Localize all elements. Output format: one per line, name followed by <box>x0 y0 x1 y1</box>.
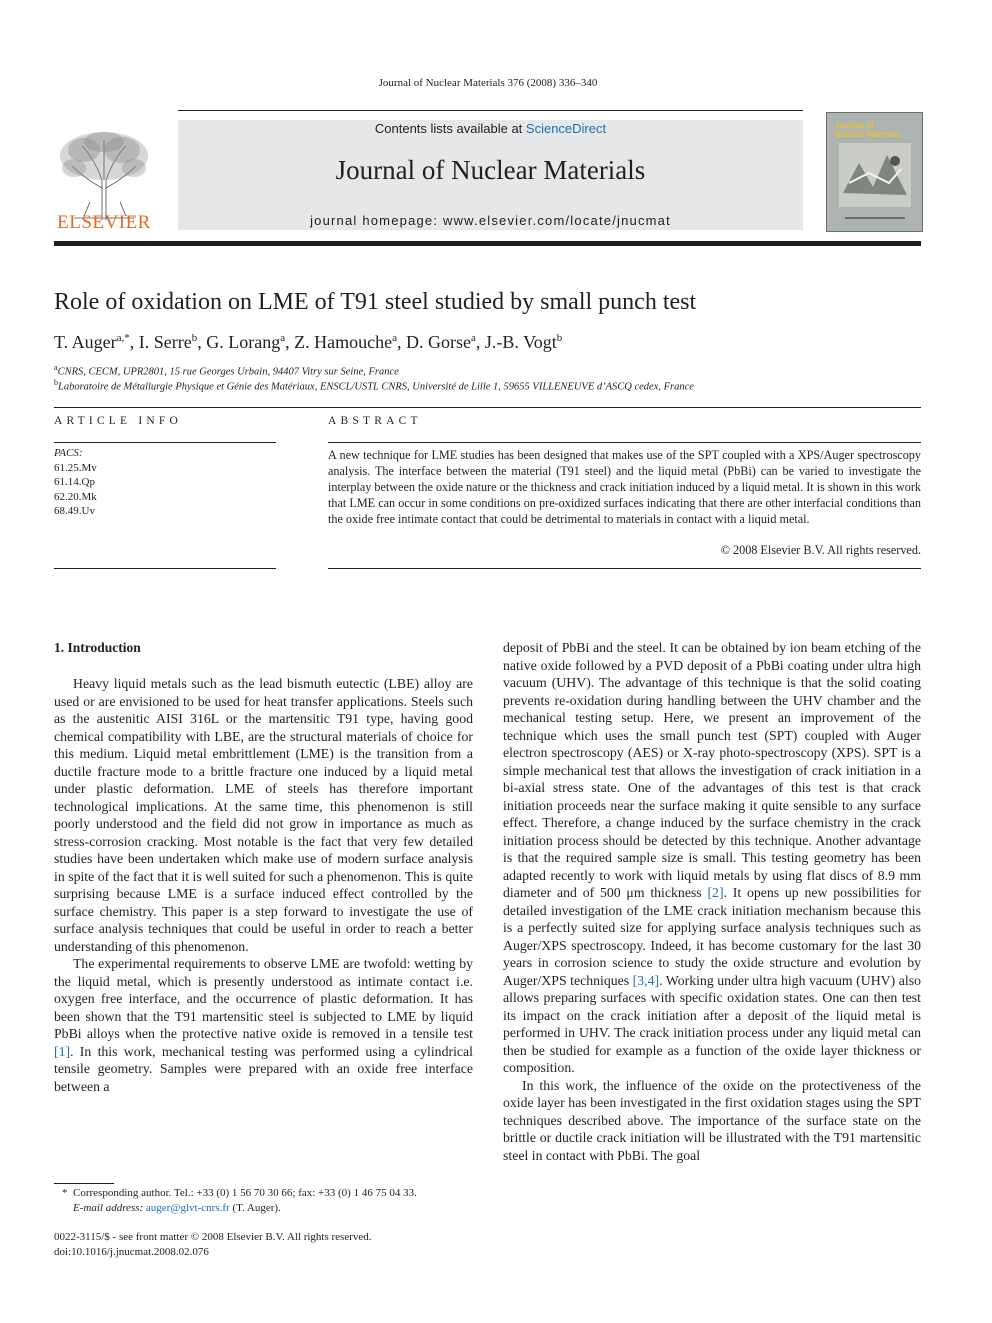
abstract-body: A new technique for LME studies has been designed that makes use of the SPT coupled with a XPS/Auger spectroscopy analysis. The interface between the material (T91 steel) and the liquid metal (PbBi) can be varied to investigate the interplay between the oxide nature or the thickness and crack initiation induced by a liquid metal. It is shown in this work that LME can occur in some conditions on pre-oxidized surfaces indicating that there are other interfacial conditions than the oxide free intimate contact that could be detrimental to materials in contact with a liquid metal. <box>328 448 921 527</box>
header-rule <box>178 110 803 111</box>
issn-line: 0022-3115/$ - see front matter © 2008 Elsevier B.V. All rights reserved. <box>54 1231 372 1243</box>
journal-cover-image <box>826 112 923 232</box>
author-affiliation-mark: a,* <box>116 332 130 344</box>
author-affiliation-mark: b <box>556 332 563 344</box>
author[interactable]: I. Serre <box>138 332 192 352</box>
bottom-metadata <box>54 1230 372 1260</box>
journal-title: Journal of Nuclear Materials <box>335 155 646 185</box>
footnote-marker: * <box>62 1187 68 1199</box>
citation-link[interactable]: [1] <box>54 1043 71 1059</box>
doi-line[interactable]: doi:10.1016/j.jnucmat.2008.02.076 <box>54 1246 209 1258</box>
cover-title: Journal of Nuclear Materials <box>835 121 902 139</box>
author-list: T. Auger$^{a,*}$, I. Serre$^b$, G. Lorang$^a$, Z. Hamouche$^a$, D. Gorse$^a$, J.-B. Vogt$^b$ <box>54 332 563 352</box>
pacs-code: 68.49.Uv <box>54 505 95 518</box>
author-affiliation-mark: a <box>471 332 476 344</box>
pacs-code: 61.14.Qp <box>54 476 95 489</box>
article-info-bottom-rule <box>54 568 276 569</box>
affiliation-b: $^b$Laboratoire de Métallurgie Physique et Génie des Matériaux, ENSCL/USTL CNRS, Université de Lille 1, 59655 VILLENEUVE d’ASCQ cedex, France <box>54 378 694 393</box>
contents-prefix: Contents lists available at <box>374 121 526 136</box>
journal-homepage[interactable]: journal homepage: www.elsevier.com/locate/jnucmat <box>310 213 671 228</box>
author-affiliation-mark: b <box>191 332 198 344</box>
author[interactable]: G. Lorang <box>206 332 281 352</box>
affiliation-a: $^a$CNRS, CECM, UPR2801, 15 rue Georges Urbain, 94407 Vitry sur Seine, France <box>54 363 399 378</box>
author[interactable]: D. Gorse <box>406 332 472 352</box>
footnote-rule <box>54 1183 114 1184</box>
author[interactable]: Z. Hamouche <box>294 332 393 352</box>
body-column-left <box>54 675 473 1095</box>
header-thick-rule <box>54 241 921 246</box>
email-link[interactable]: auger@glvt-cnrs.fr <box>145 1202 230 1214</box>
body-column-right <box>503 639 921 1164</box>
paragraph: The experimental requirements to observe LME are twofold: wetting by the liquid metal, which is presently understood as intimate contact i.e. oxygen free interface, and the occurrence of plastic deformation. It has been shown that the T91 martensitic steel is subjected to LME by liquid PbBi alloys when the protective native oxide is removed in a tensile test [1]. In this work, mechanical testing was performed using a cylindrical tensile geometry. Samples were prepared with an oxide free interface between a <box>54 956 473 1094</box>
journal-reference: Journal of Nuclear Materials 376 (2008) 336–340 <box>378 77 598 89</box>
abstract-heading: ABSTRACT <box>328 415 422 427</box>
elsevier-wordmark: ELSEVIER <box>57 212 151 233</box>
author-affiliation-mark: a <box>280 332 286 344</box>
sciencedirect-link[interactable]: ScienceDirect <box>525 121 607 136</box>
pacs-list <box>54 446 97 519</box>
pacs-code: 62.20.Mk <box>54 490 97 503</box>
article-info-rule <box>54 442 276 443</box>
cover-illustration <box>839 143 911 207</box>
paragraph: deposit of PbBi and the steel. It can be obtained by ion beam etching of the native oxide followed by a PVD deposit of a PbBi coating under ultra high vacuum (UHV). The advantage of this technique is that the solid coating prevents re-oxidation during handling between the UHV chamber and the mechanical testing setup. Here, we present an improvement of the technique which uses the small punch test (SPT) coupled with Auger electron spectroscopy (AES) or X-ray photo-spectroscopy (XPS). SPT is a simple mechanical test that allows the investigation of crack initiation in a bi-axial stress state. One of the advantages of this test is that crack initiation proceeds near the surface making it quite sensible to any surface effect. Therefore, a change induced by the surface chemistry in the crack initiation process should be detected by this technique. Another advantage is that the required sample size is small. This testing geometry has been adapted recently to work with liquid metals by using flat discs of 8.9 mm diameter and of 500 μm thickness [2]. It opens up new possibilities for detailed investigation of the LME crack initiation mechanism because this is a perfectly suited size for applying surface analysis techniques such as Auger/XPS spectroscopy. Indeed, it has become customary for the last 30 years in corrosion science to study the oxide structure and evolution by Auger/XPS techniques [3,4]. Working under ultra high vacuum (UHV) also allows preparing surfaces with specific oxidation states. One can then test its impact on the crack initiation after a deposit of the liquid metal is performed in UHV. The crack initiation process under any liquid metal can then be studied for example as a function of the oxide layer thickness or composition. <box>503 640 922 1075</box>
section-heading-introduction: 1. Introduction <box>54 640 141 655</box>
cover-footer-line <box>845 217 905 219</box>
pacs-code: 61.25.Mv <box>54 461 97 474</box>
citation-link[interactable]: [2] <box>707 885 724 900</box>
article-title: Role of oxidation on LME of T91 steel studied by small punch test <box>54 289 697 315</box>
pacs-label: PACS: <box>54 447 83 459</box>
footnote: * Corresponding author. Tel.: +33 (0) 1 56 70 30 66; fax: +33 (0) 1 46 75 04 33. E-mail address: auger@glvt-cnrs.fr (T. Auger). <box>62 1187 417 1214</box>
author[interactable]: J.-B. Vogt <box>484 332 557 352</box>
citation-link[interactable]: [3,4] <box>632 972 660 988</box>
contents-line <box>178 121 803 136</box>
abstract-bottom-rule <box>328 568 921 569</box>
abstract-rule <box>328 442 921 443</box>
author-affiliation-mark: a <box>392 332 398 344</box>
author[interactable]: T. Auger <box>54 332 117 352</box>
paragraph: In this work, the influence of the oxide on the protectiveness of the oxide layer has been investigated in the first oxidation stages using the SPT techniques described above. The importance of the surface state on the brittle or ductile crack initiation will be illustrated with the T91 martensitic steel in contact with PbBi. The goal <box>503 1077 921 1163</box>
article-info-heading: ARTICLE INFO <box>54 415 182 427</box>
section-divider <box>54 407 921 408</box>
abstract-copyright: © 2008 Elsevier B.V. All rights reserved. <box>720 543 921 557</box>
paragraph: Heavy liquid metals such as the lead bismuth eutectic (LBE) alloy are used or are envisioned to be used for heat transfer applications. Steels such as the austenitic AISI 316L or the martensitic T91 type, having good chemical compatibility with LBE, are the structural materials of choice for this medium. Liquid metal embrittlement (LME) is the transition from a ductile fracture mode to a brittle fracture one induced by a liquid metal under plastic deformation. LME of steels has therefore important technological implications. At the same time, this phenomenon is still poorly understood and the field did not grow in importance as much as stress-corrosion cracking. Most notable is the fact that very few detailed studies have been undertaken which make use of modern surface analysis in spite of the fact that it is well suited for such a phenomenon. This is quite surprising because LME is a surface induced effect controlled by the surface chemistry. This paper is a step forward to investigate the use of surface analysis techniques that could be useful in order to reach a better understanding of this phenomenon. <box>54 676 473 954</box>
